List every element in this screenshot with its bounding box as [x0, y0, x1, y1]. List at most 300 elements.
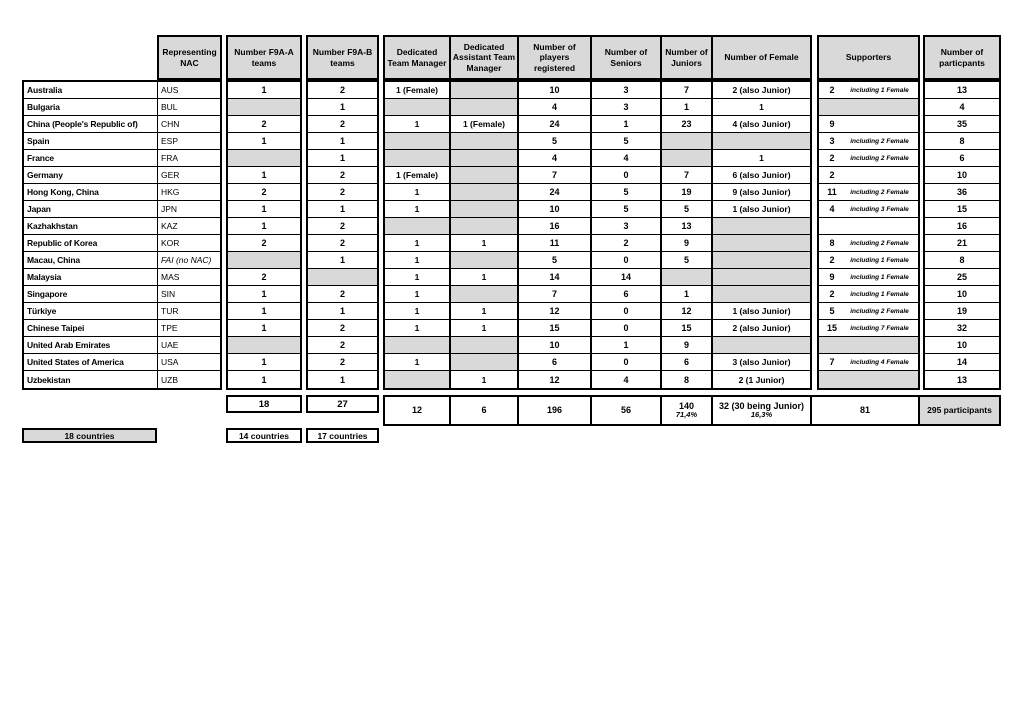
f9ab-teams-body	[306, 80, 379, 390]
nac-cell: ESP	[157, 133, 220, 149]
registration-block	[383, 35, 812, 390]
seniors-cell: 0	[592, 303, 662, 319]
table-row	[308, 320, 377, 337]
players-cell: 15	[519, 320, 592, 336]
juniors-cell: 8	[662, 371, 713, 388]
juniors-cell: 1	[662, 99, 713, 115]
seniors-cell: 1	[592, 337, 662, 353]
country-cell: Republic of Korea	[27, 238, 98, 248]
supporters-count: 2	[829, 255, 835, 265]
assistant-team-manager-cell: 1	[451, 235, 519, 251]
supporters-count: 3	[829, 136, 835, 146]
supporters-block	[817, 35, 920, 390]
nac-cell: TPE	[157, 320, 220, 336]
supporters-note: including 4 Female	[850, 358, 909, 366]
header-f9ab-teams: Number F9A-B teams	[306, 35, 379, 80]
players-cell: 5	[519, 133, 592, 149]
seniors-cell: 4	[592, 150, 662, 166]
nac-cell: KAZ	[157, 218, 220, 234]
seniors-cell: 0	[592, 167, 662, 183]
juniors-cell: 9	[662, 235, 713, 251]
team-manager-cell: 1	[385, 116, 451, 132]
assistant-team-manager-cell	[451, 354, 519, 370]
assistant-team-manager-cell	[451, 99, 519, 115]
table-row	[308, 201, 377, 218]
supporters-cell	[819, 303, 918, 319]
table-row	[24, 252, 220, 269]
assistant-team-manager-cell: 1	[451, 303, 519, 319]
f9aa-countries-badge: 14 countries	[226, 428, 302, 443]
table-row	[228, 286, 300, 303]
country-cell: Malaysia	[27, 272, 62, 282]
juniors-cell: 15	[662, 320, 713, 336]
table-row	[24, 99, 220, 116]
table-row	[24, 337, 220, 354]
participants-cell: 4	[959, 102, 965, 112]
total-juniors-value: 140	[678, 401, 695, 412]
female-cell	[713, 133, 810, 149]
table-row	[925, 201, 999, 218]
participants-cell: 32	[956, 323, 967, 333]
assistant-team-manager-cell: 1	[451, 371, 519, 388]
table-row	[925, 82, 999, 99]
table-row	[385, 184, 810, 201]
f9aa-cell: 1	[261, 221, 267, 231]
female-cell: 9 (also Junior)	[732, 187, 791, 197]
total-supporters: 81	[812, 397, 920, 424]
seniors-cell: 14	[592, 269, 662, 285]
players-cell: 10	[519, 337, 592, 353]
supporters-cell	[819, 116, 918, 132]
total-female-value: 32 (30 being Junior)	[718, 401, 805, 412]
country-cell: United Arab Emirates	[27, 340, 111, 350]
players-cell: 16	[519, 218, 592, 234]
header-f9aa-teams: Number F9A-A teams	[226, 35, 302, 80]
f9ab-cell: 1	[339, 255, 345, 265]
f9aa-cell	[228, 150, 300, 166]
seniors-cell: 3	[592, 218, 662, 234]
female-cell: 4 (also Junior)	[732, 119, 791, 129]
table-row	[925, 133, 999, 150]
f9aa-cell: 2	[261, 238, 267, 248]
female-cell: 1 (also Junior)	[732, 306, 791, 316]
table-row	[819, 116, 918, 133]
table-row	[385, 371, 810, 388]
table-row	[385, 235, 810, 252]
supporters-cell	[819, 371, 918, 388]
table-row	[228, 184, 300, 201]
team-manager-cell: 1	[385, 184, 451, 200]
table-row	[925, 269, 999, 286]
supporters-cell	[819, 184, 918, 200]
table-row	[819, 354, 918, 371]
assistant-team-manager-cell	[451, 252, 519, 268]
f9aa-teams-block	[226, 35, 302, 390]
country-cell: Bulgaria	[27, 102, 60, 112]
seniors-cell: 3	[592, 99, 662, 115]
juniors-cell: 12	[662, 303, 713, 319]
supporters-count: 9	[829, 272, 835, 282]
seniors-cell: 5	[592, 201, 662, 217]
supporters-cell	[819, 201, 918, 217]
juniors-cell: 1	[662, 286, 713, 302]
seniors-cell: 6	[592, 286, 662, 302]
f9aa-cell	[228, 337, 300, 353]
table-row	[819, 133, 918, 150]
team-manager-cell: 1	[385, 303, 451, 319]
f9aa-teams-body	[226, 80, 302, 390]
nac-cell: HKG	[157, 184, 220, 200]
participants-cell: 8	[959, 255, 965, 265]
table-row	[24, 167, 220, 184]
country-cell: Kazhakhstan	[27, 221, 78, 231]
table-row	[925, 337, 999, 354]
f9ab-countries-badge: 17 countries	[306, 428, 379, 443]
table-row	[228, 218, 300, 235]
table-row	[819, 252, 918, 269]
f9aa-cell	[228, 252, 300, 268]
supporters-cell	[819, 286, 918, 302]
participants-cell: 19	[956, 306, 967, 316]
assistant-team-manager-cell	[451, 184, 519, 200]
table-row	[385, 167, 810, 184]
f9aa-cell: 2	[261, 119, 267, 129]
f9ab-cell: 1	[339, 204, 345, 214]
f9aa-cell: 1	[261, 170, 267, 180]
supporters-note: including 2 Female	[850, 154, 909, 162]
players-cell: 7	[519, 286, 592, 302]
supporters-cell	[819, 269, 918, 285]
participants-cell: 21	[956, 238, 967, 248]
table-row	[819, 218, 918, 235]
female-cell: 3 (also Junior)	[732, 357, 791, 367]
supporters-cell	[819, 235, 918, 251]
nac-cell: FAI (no NAC)	[157, 252, 220, 268]
table-row	[819, 201, 918, 218]
f9ab-cell: 2	[339, 238, 345, 248]
table-row	[308, 269, 377, 286]
country-cell: France	[27, 153, 54, 163]
supporters-cell	[819, 337, 918, 353]
team-manager-cell	[385, 337, 451, 353]
supporters-note: including 2 Female	[850, 137, 909, 145]
f9aa-cell: 1	[261, 85, 267, 95]
supporters-note: including 2 Female	[850, 307, 909, 315]
female-cell: 1 (also Junior)	[732, 204, 791, 214]
header-assistant-team-manager: Dedicated Assistant Team Manager	[451, 37, 519, 78]
table-row	[925, 235, 999, 252]
f9ab-cell: 2	[339, 340, 345, 350]
f9ab-cell: 2	[339, 187, 345, 197]
table-row	[228, 354, 300, 371]
table-row	[925, 150, 999, 167]
countries-summary-row	[22, 428, 1001, 443]
country-cell: Germany	[27, 170, 63, 180]
country-nac-block	[22, 35, 222, 390]
table-row	[228, 82, 300, 99]
table-row	[819, 99, 918, 116]
total-juniors-percent: 71,4%	[675, 410, 698, 420]
header-seniors: Number of Seniors	[592, 37, 662, 78]
f9ab-cell: 2	[339, 170, 345, 180]
table-row	[308, 354, 377, 371]
participants-block	[923, 35, 1001, 390]
table-row	[24, 150, 220, 167]
juniors-cell: 9	[662, 337, 713, 353]
supporters-note: including 2 Female	[850, 239, 909, 247]
female-cell: 2 (also Junior)	[732, 85, 791, 95]
table-row	[228, 150, 300, 167]
players-cell: 11	[519, 235, 592, 251]
seniors-cell: 1	[592, 116, 662, 132]
supporters-note: including 1 Female	[850, 290, 909, 298]
supporters-cell	[819, 82, 918, 98]
nac-cell: UAE	[157, 337, 220, 353]
supporters-count: 2	[829, 289, 835, 299]
juniors-cell: 13	[662, 218, 713, 234]
assistant-team-manager-cell	[451, 133, 519, 149]
seniors-cell: 0	[592, 354, 662, 370]
table-row	[819, 269, 918, 286]
participants-cell: 6	[959, 153, 965, 163]
country-cell: United States of America	[27, 357, 124, 367]
table-row	[308, 371, 377, 388]
table-row	[24, 371, 220, 388]
f9aa-cell: 2	[261, 272, 267, 282]
female-cell	[713, 252, 810, 268]
team-manager-cell: 1 (Female)	[385, 82, 451, 98]
table-row	[925, 354, 999, 371]
table-row	[228, 303, 300, 320]
team-manager-cell: 1	[385, 252, 451, 268]
f9ab-cell: 2	[339, 221, 345, 231]
totals-block	[383, 395, 1001, 426]
table-row	[228, 337, 300, 354]
team-manager-cell	[385, 371, 451, 388]
table-row	[228, 371, 300, 388]
total-assistant-team-managers: 6	[451, 397, 519, 424]
supporters-note: including 1 Female	[850, 256, 909, 264]
assistant-team-manager-cell: 1	[451, 269, 519, 285]
table-row	[24, 201, 220, 218]
country-cell: Hong Kong, China	[27, 187, 99, 197]
table-row	[925, 99, 999, 116]
table-row	[385, 201, 810, 218]
header-juniors: Number of Juniors	[662, 37, 713, 78]
assistant-team-manager-cell	[451, 150, 519, 166]
f9ab-cell: 2	[339, 323, 345, 333]
table-row	[819, 371, 918, 388]
country-cell: Spain	[27, 136, 50, 146]
f9ab-cell: 1	[339, 136, 345, 146]
table-row	[925, 184, 999, 201]
juniors-cell	[662, 133, 713, 149]
female-cell	[713, 235, 810, 251]
table-row	[385, 354, 810, 371]
country-cell: Macau, China	[27, 255, 80, 265]
participants-cell: 10	[956, 289, 967, 299]
assistant-team-manager-cell	[451, 82, 519, 98]
table-row	[385, 99, 810, 116]
totals-row	[22, 395, 1001, 426]
juniors-cell: 23	[662, 116, 713, 132]
table-row	[24, 320, 220, 337]
supporters-count: 2	[829, 85, 835, 95]
country-cell: China (People's Republic of)	[27, 119, 138, 129]
team-manager-cell: 1	[385, 201, 451, 217]
supporters-note: including 1 Female	[850, 273, 909, 281]
table-row	[228, 133, 300, 150]
main-table	[22, 35, 1001, 390]
f9ab-cell: 2	[339, 85, 345, 95]
table-area	[22, 35, 1001, 443]
supporters-note: including 2 Female	[850, 188, 909, 196]
table-row	[925, 303, 999, 320]
header-players-registered: Number of players registered	[519, 37, 592, 78]
table-row	[308, 235, 377, 252]
left-header-row	[22, 35, 222, 80]
registration-header-row	[383, 35, 812, 80]
seniors-cell: 5	[592, 184, 662, 200]
female-cell: 2 (1 Junior)	[738, 374, 785, 385]
table-row	[925, 320, 999, 337]
table-row	[308, 167, 377, 184]
f9aa-cell: 1	[261, 323, 267, 333]
supporters-count: 2	[829, 170, 835, 180]
team-manager-cell	[385, 150, 451, 166]
female-cell	[713, 269, 810, 285]
country-cell: Japan	[27, 204, 51, 214]
supporters-count: 8	[829, 238, 835, 248]
supporters-count: 15	[826, 323, 837, 333]
nac-cell: UZB	[157, 371, 220, 388]
assistant-team-manager-cell	[451, 167, 519, 183]
table-row	[228, 99, 300, 116]
players-cell: 4	[519, 99, 592, 115]
table-row	[925, 116, 999, 133]
nac-cell: BUL	[157, 99, 220, 115]
table-row	[819, 184, 918, 201]
team-manager-cell: 1	[385, 320, 451, 336]
table-row	[308, 150, 377, 167]
table-row	[308, 116, 377, 133]
table-row	[819, 303, 918, 320]
nac-cell: SIN	[157, 286, 220, 302]
supporters-cell	[819, 320, 918, 336]
table-row	[24, 303, 220, 320]
participants-cell: 36	[956, 187, 967, 197]
f9ab-cell	[308, 269, 377, 285]
total-female-percent: 16,3%	[750, 410, 773, 420]
table-row	[24, 286, 220, 303]
table-row	[228, 235, 300, 252]
assistant-team-manager-cell	[451, 286, 519, 302]
players-cell: 6	[519, 354, 592, 370]
total-countries-badge: 18 countries	[22, 428, 157, 443]
table-row	[385, 116, 810, 133]
table-row	[819, 320, 918, 337]
team-manager-cell: 1	[385, 354, 451, 370]
table-row	[385, 286, 810, 303]
seniors-cell: 4	[592, 371, 662, 388]
supporters-note: including 7 Female	[850, 324, 909, 332]
total-team-managers: 12	[385, 397, 451, 424]
registration-body	[383, 80, 812, 390]
f9aa-cell: 1	[261, 289, 267, 299]
players-cell: 14	[519, 269, 592, 285]
supporters-cell	[819, 218, 918, 234]
female-cell: 1	[759, 153, 764, 163]
f9aa-cell: 1	[261, 357, 267, 367]
header-female: Number of Female	[724, 52, 799, 63]
table-row	[385, 82, 810, 99]
assistant-team-manager-cell	[451, 337, 519, 353]
table-row	[308, 337, 377, 354]
supporters-cell	[819, 167, 918, 183]
female-cell: 6 (also Junior)	[732, 170, 791, 180]
table-row	[385, 150, 810, 167]
total-participants: 295 participants	[920, 397, 999, 424]
players-cell: 24	[519, 116, 592, 132]
f9ab-cell: 2	[339, 119, 345, 129]
f9ab-cell: 2	[339, 289, 345, 299]
table-row	[385, 337, 810, 354]
table-row	[925, 167, 999, 184]
table-row	[24, 235, 220, 252]
assistant-team-manager-cell	[451, 201, 519, 217]
female-cell: 1	[759, 102, 764, 112]
table-row	[228, 201, 300, 218]
table-row	[385, 133, 810, 150]
players-cell: 4	[519, 150, 592, 166]
total-f9ab-teams: 27	[306, 395, 379, 413]
table-row	[308, 286, 377, 303]
players-cell: 10	[519, 201, 592, 217]
f9ab-cell: 1	[339, 374, 345, 385]
supporters-count: 4	[829, 204, 835, 214]
table-row	[308, 133, 377, 150]
team-manager-cell: 1	[385, 269, 451, 285]
nac-cell: CHN	[157, 116, 220, 132]
table-row	[24, 184, 220, 201]
supporters-count: 9	[829, 119, 835, 129]
table-row	[228, 252, 300, 269]
f9ab-cell: 2	[339, 357, 345, 367]
players-cell: 7	[519, 167, 592, 183]
table-row	[24, 133, 220, 150]
seniors-cell: 0	[592, 252, 662, 268]
juniors-cell: 19	[662, 184, 713, 200]
table-row	[308, 252, 377, 269]
table-row	[819, 235, 918, 252]
total-female	[713, 397, 812, 424]
table-row	[228, 320, 300, 337]
f9aa-cell	[228, 99, 300, 115]
country-cell: Chinese Taipei	[27, 323, 85, 333]
table-row	[819, 337, 918, 354]
table-row	[385, 320, 810, 337]
players-cell: 24	[519, 184, 592, 200]
table-row	[925, 371, 999, 388]
supporters-cell	[819, 133, 918, 149]
f9ab-cell: 1	[339, 306, 345, 316]
table-row	[24, 269, 220, 286]
table-row	[819, 167, 918, 184]
seniors-cell: 0	[592, 320, 662, 336]
team-manager-cell: 1 (Female)	[385, 167, 451, 183]
f9ab-teams-block	[306, 35, 379, 390]
table-row	[24, 116, 220, 133]
